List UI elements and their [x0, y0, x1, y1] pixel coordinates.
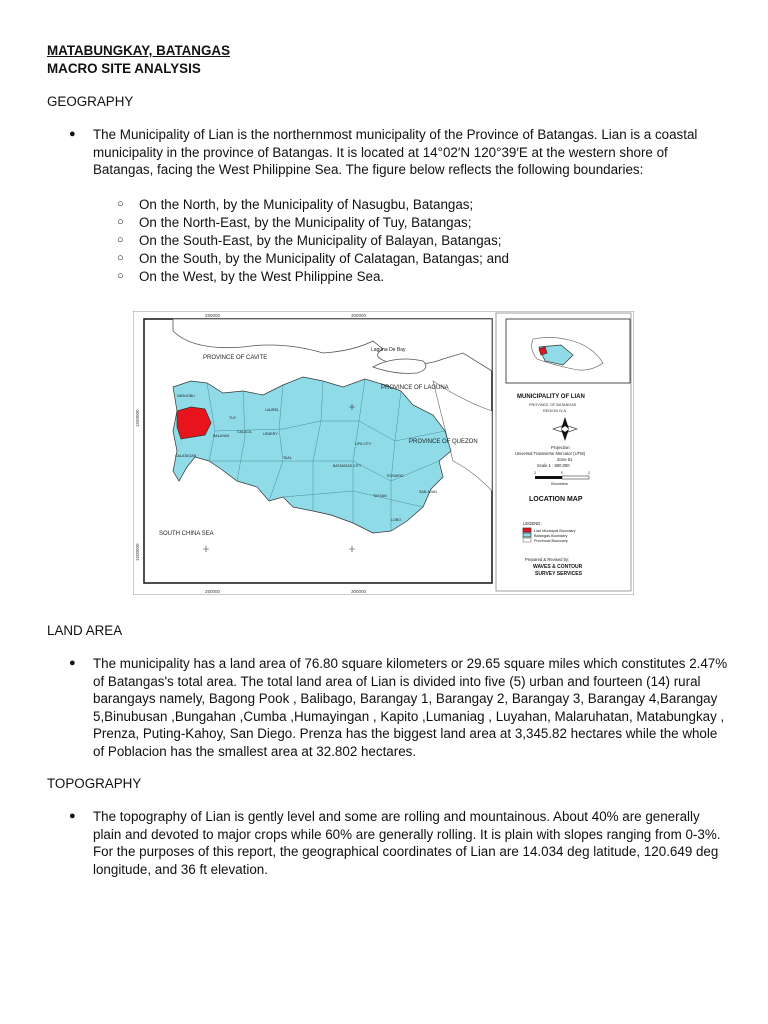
municipality-label: LOBO: [391, 518, 401, 522]
topography-paragraph: The topography of Lian is gently level and some are rolling and mountainous. About 40% are generally plain and devoted to major crops while 60% are generally rolling. It is plain with slopes ranging from 0-3%. For the purposes of this report, the geographical coordinates of Lian are 14.034 deg latitude, 120.649 deg longitude, and 36 ft elevation.: [93, 809, 721, 877]
municipality-label: LEMERY: [263, 432, 278, 436]
projection-value: Universal Transverse Mercator (UTM): [515, 451, 586, 456]
laguna-label: PROVINCE OF LAGUNA: [381, 385, 449, 391]
svg-text:Kilometers: Kilometers: [551, 482, 568, 486]
laguna-de-bay-label: Laguna De Bay: [371, 347, 406, 353]
geography-bullet: [69, 126, 729, 179]
legend-swatch-provincial: [523, 538, 531, 542]
legend-item: Lian Municipal Boundary: [534, 529, 576, 533]
sea-label: SOUTH CHINA SEA: [159, 531, 214, 537]
municipality-label: CALACA: [237, 430, 252, 434]
bullet-dot-icon: ●: [69, 128, 76, 140]
document-subtitle: MACRO SITE ANALYSIS: [47, 61, 201, 76]
geography-heading: GEOGRAPHY: [47, 94, 134, 109]
grid-label: 300000: [351, 313, 367, 318]
legend-item: Batangas Boundary: [534, 534, 568, 538]
hollow-bullet-icon: ○: [117, 270, 124, 282]
document-page: MATABUNGKAY, BATANGAS MACRO SITE ANALYSIS GEOGRAPHY ● The Municipality of Lian is the northernmost municipality of the Province of Batangas. Lian is a coastal municipality in the province of Batangas. It is located at 14°02′N 120°39′E at the western shore of Batangas, facing the West Philippine Sea. The figure below reflects the following boundaries: ○ On the North, by the Municipality of Nasugbu, Batangas; ○ On the North-East, by the Municipality of Tuy, Batangas; ○ On the South-East, by the Municipality of Balayan, Batangas; ○ On the South, by the Municipality of Calatagan, Batangas; and ○ On the West, by the West Philippine Sea. 250000 300000 250000 300000 1550000 1500000 PROVINCE OF CAVITE Laguna De Bay PROVINCE OF LAGUNA PROVINCE OF QUEZON SOUTH CHINA SEA NASUGBU TUY BALAYAN CALATAGAN LEMERY LAUREL BATANGAS CITY LIPA CITY ROSARIO TAYSAN LOBO SAN JUAN CALACA TAAL MUNICIPALITY OF LIAN PROVINCE OF BATANGAS REGION IV-A Projection Universal Transverse Mercator (UTM) Zone 51 Scale 1 : 600,000 2 0 2 Kilometers LOCATION MAP LEGEND : Lian Municipal Boundary Batangas Boundary Provincial Boundary Prepared & Revised by: WAVES & CONTOUR SURVEY SERVICES LAND AREA ● The municipality has a land area of 76.80 square kilometers or 29.65 square miles which constitutes 2.47% of Batangas's total area. The total land area of Lian is divided into five (5) urban and fourteen (14) rural barangays namely, Bagong Pook , Balibago, Barangay 1, Barangay 2, Barangay 3, Barangay 4,Barangay 5,Binubusan ,Bungahan ,Cumba ,Humayingan , Kapito ,Lumaniag , Luyahan, Malaruhatan, Matabungkay , Prenza, Puting-Kahoy, San Diego. Prenza has the biggest land area at 3,345.82 hectares while the whole of Poblacion has the smallest area at 32.802 hectares. TOPOGRAPHY ● The topography of Lian is gently level and some are rolling and mountainous. About 40% are generally plain and devoted to major crops while 60% are generally rolling. It is plain with slopes ranging from 0-3%. For the purposes of this report, the geographical coordinates of Lian are 14.034 deg latitude, 120.649 deg longitude, and 36 ft elevation.: [47, 43, 728, 877]
bullet-dot-icon: ●: [69, 810, 76, 822]
topography-bullet: [69, 808, 729, 878]
credit-line: WAVES & CONTOUR: [533, 564, 583, 570]
legend-swatch-batangas: [523, 533, 531, 537]
scale-value: Scale 1 : 600,000: [537, 463, 570, 468]
projection-heading: Projection: [551, 445, 570, 450]
municipality-label: NASUGBU: [177, 394, 195, 398]
municipality-label: BATANGAS CITY: [333, 464, 362, 468]
municipality-label: LAUREL: [265, 408, 279, 412]
quezon-label: PROVINCE OF QUEZON: [409, 439, 478, 445]
land-area-paragraph: The municipality has a land area of 76.80 square kilometers or 29.65 square miles which constitutes 2.47% of Batangas's total area. The total land area of Lian is divided into five (5) urban and fourteen (14) rural barangays namely, Bagong Pook , Balibago, Barangay 1, Barangay 2, Barangay 3, Barangay 4,Barangay 5,Binubusan ,Bungahan ,Cumba ,Humayingan , Kapito ,Lumaniag , Luyahan, Malaruhatan, Matabungkay , Prenza, Puting-Kahoy, San Diego. Prenza has the biggest land area at 3,345.82 hectares while the whole of Poblacion has the smallest area at 32.802 hectares.: [93, 656, 728, 759]
municipality-label: TUY: [229, 416, 237, 420]
municipality-label: SAN JUAN: [419, 490, 437, 494]
hollow-bullet-icon: ○: [117, 216, 124, 228]
grid-label: 1550000: [135, 409, 140, 427]
document-title: MATABUNGKAY, BATANGAS: [47, 43, 230, 58]
svg-text:2: 2: [534, 471, 536, 475]
location-map-label: LOCATION MAP: [529, 496, 583, 503]
svg-text:0: 0: [561, 471, 563, 475]
municipality-label: ROSARIO: [387, 474, 404, 478]
legend-swatch-lian: [523, 528, 531, 532]
grid-label: 1500000: [135, 543, 140, 561]
svg-text:2: 2: [588, 471, 590, 475]
legend-item: Provincial Boundary: [534, 539, 568, 543]
grid-label: 300000: [351, 589, 367, 594]
map-province-line: PROVINCE OF BATANGAS: [529, 403, 577, 407]
municipality-label: BALAYAN: [213, 434, 230, 438]
bullet-dot-icon: ●: [69, 657, 76, 669]
municipality-label: CALATAGAN: [175, 454, 197, 458]
grid-label: 250000: [205, 313, 221, 318]
hollow-bullet-icon: ○: [117, 252, 124, 264]
hollow-bullet-icon: ○: [117, 198, 124, 210]
credit-line: Prepared & Revised by:: [525, 557, 570, 562]
cavite-label: PROVINCE OF CAVITE: [203, 355, 268, 361]
credit-line: SURVEY SERVICES: [535, 571, 582, 577]
map-region-line: REGION IV-A: [543, 409, 567, 413]
legend-heading: LEGEND :: [523, 521, 543, 526]
geography-paragraph: The Municipality of Lian is the northernmost municipality of the Province of Batangas. Lian is a coastal municipality in the province of Batangas. It is located at 14°02′N 120°39′E at the western shore of Batangas, facing the West Philippine Sea. The figure below reflects the following boundaries:: [93, 127, 698, 178]
grid-label: 250000: [205, 589, 221, 594]
land-area-heading: LAND AREA: [47, 623, 123, 638]
lian-location-map: [133, 311, 634, 595]
hollow-bullet-icon: ○: [117, 234, 124, 246]
municipality-label: TAAL: [283, 456, 292, 460]
topography-heading: TOPOGRAPHY: [47, 776, 142, 791]
municipality-label: TAYSAN: [373, 494, 387, 498]
map-title: MUNICIPALITY OF LIAN: [517, 394, 585, 400]
municipality-label: LIPA CITY: [355, 442, 372, 446]
zone-value: Zone 51: [557, 457, 573, 462]
land-area-bullet: [69, 655, 729, 761]
